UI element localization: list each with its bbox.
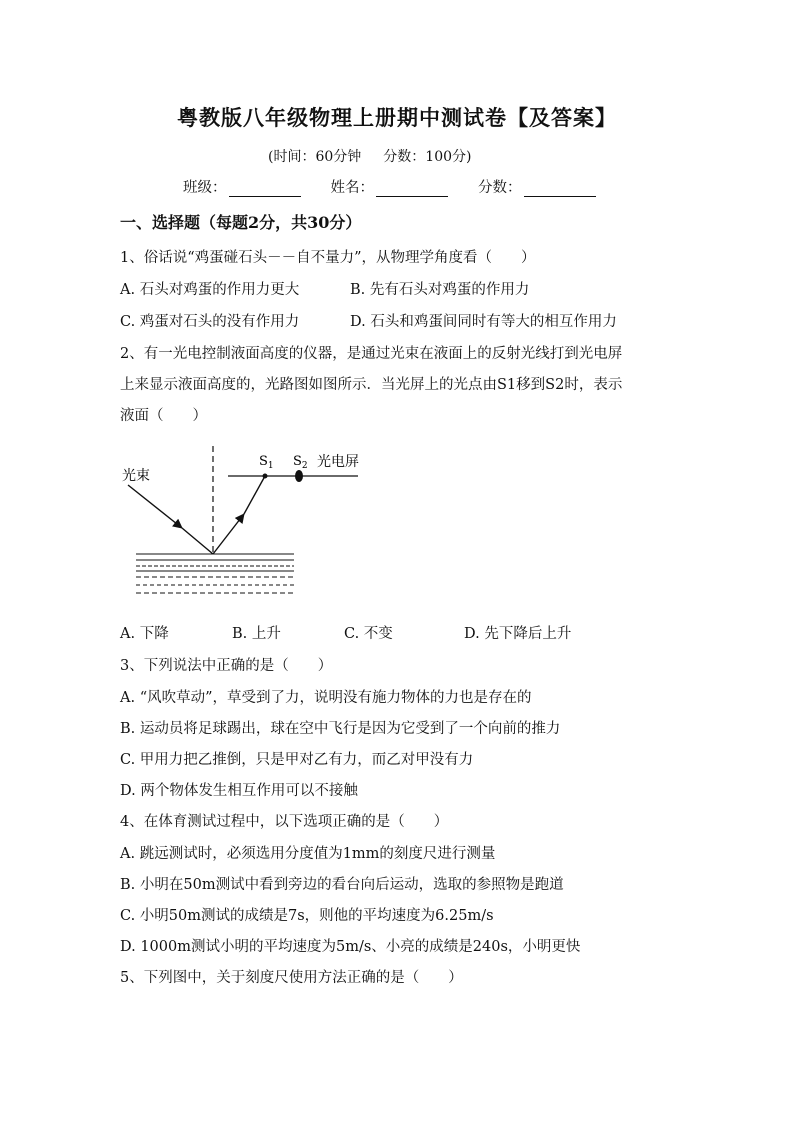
q1-option-c: C. 鸡蛋对石头的没有作用力: [120, 314, 300, 330]
q2-option-c: C. 不变: [344, 626, 393, 642]
score-field: [478, 176, 596, 197]
q1-option-d: D. 石头和鸡蛋间同时有等大的相互作用力: [350, 314, 617, 330]
s2-label: $S_2$: [293, 454, 308, 471]
q4-option-d: D. 1000m测试小明的平均速度为5m/s、小亮的成绩是240s，小明更快: [120, 939, 581, 955]
name-label: 姓名：: [330, 180, 374, 196]
q1-options-row1: [120, 278, 529, 299]
q1-stem: 1、俗话说“鸡蛋碰石头－－自不量力”，从物理学角度看（ ）: [120, 250, 536, 266]
page-title: 粤教版八年级物理上册期中测试卷【及答案】: [177, 105, 617, 130]
q5-stem: 5、下列图中，关于刻度尺使用方法正确的是（ ）: [120, 970, 463, 986]
s2-dot: [295, 470, 303, 482]
q2-option-a: A. 下降: [120, 626, 169, 642]
reflected-ray-tail: [244, 476, 265, 514]
s1-dot: [263, 474, 268, 479]
score-blank[interactable]: [524, 180, 596, 197]
q1-option-a: A. 石头对鸡蛋的作用力更大: [120, 282, 300, 298]
section-heading: 一、选择题（每题2分，共30分）: [120, 213, 362, 232]
q4-stem: 4、在体育测试过程中，以下选项正确的是（ ）: [120, 814, 449, 830]
class-blank[interactable]: [229, 180, 301, 197]
name-blank[interactable]: [376, 180, 448, 197]
q3-option-b: B. 运动员将足球踢出，球在空中飞行是因为它受到了一个向前的推力: [120, 721, 561, 737]
name-field: [331, 176, 449, 197]
class-field: [183, 176, 301, 197]
score-label: 分数：: [478, 180, 522, 196]
q2-light-path-figure: [118, 440, 368, 610]
q2-stem-line1: 2、有一光电控制液面高度的仪器，是通过光束在液面上的反射光线打到光电屏: [120, 346, 623, 362]
class-label: 班级：: [183, 180, 227, 196]
student-info-fields: [183, 176, 626, 197]
incident-ray: [128, 485, 182, 528]
time-info: (时间：60分钟: [268, 149, 362, 165]
q3-option-d: D. 两个物体发生相互作用可以不接触: [120, 783, 358, 799]
q2-option-b: B. 上升: [232, 626, 281, 642]
q3-option-c: C. 甲用力把乙推倒，只是甲对乙有力，而乙对甲没有力: [120, 752, 474, 768]
incident-ray-tail: [182, 528, 213, 554]
q2-stem-line2: 上来显示液面高度的，光路图如图所示．当光屏上的光点由S1移到S2时，表示: [120, 377, 623, 393]
q1-option-b: B. 先有石头对鸡蛋的作用力: [350, 282, 530, 298]
q1-options-row2: [120, 310, 617, 331]
screen-label: 光电屏: [317, 454, 359, 470]
q4-option-c: C. 小明50m测试的成绩是7s，则他的平均速度为6.25m/s: [120, 908, 494, 924]
reflected-ray: [213, 514, 244, 554]
q2-options: [120, 622, 571, 643]
q2-option-d: D. 先下降后上升: [464, 626, 572, 642]
q3-stem: 3、下列说法中正确的是（ ）: [120, 658, 333, 674]
score-info: 分数：100分): [383, 149, 472, 165]
exam-meta: [268, 146, 471, 166]
q2-stem-line3: 液面（ ）: [120, 408, 207, 424]
q4-option-b: B. 小明在50m测试中看到旁边的看台向后运动，选取的参照物是跑道: [120, 877, 564, 893]
beam-label: 光束: [122, 468, 150, 484]
q4-option-a: A. 跳远测试时，必须选用分度值为1mm的刻度尺进行测量: [120, 846, 496, 862]
q3-option-a: A. “风吹草动”，草受到了力，说明没有施力物体的力也是存在的: [120, 690, 532, 706]
s1-label: $S_1$: [259, 454, 274, 471]
